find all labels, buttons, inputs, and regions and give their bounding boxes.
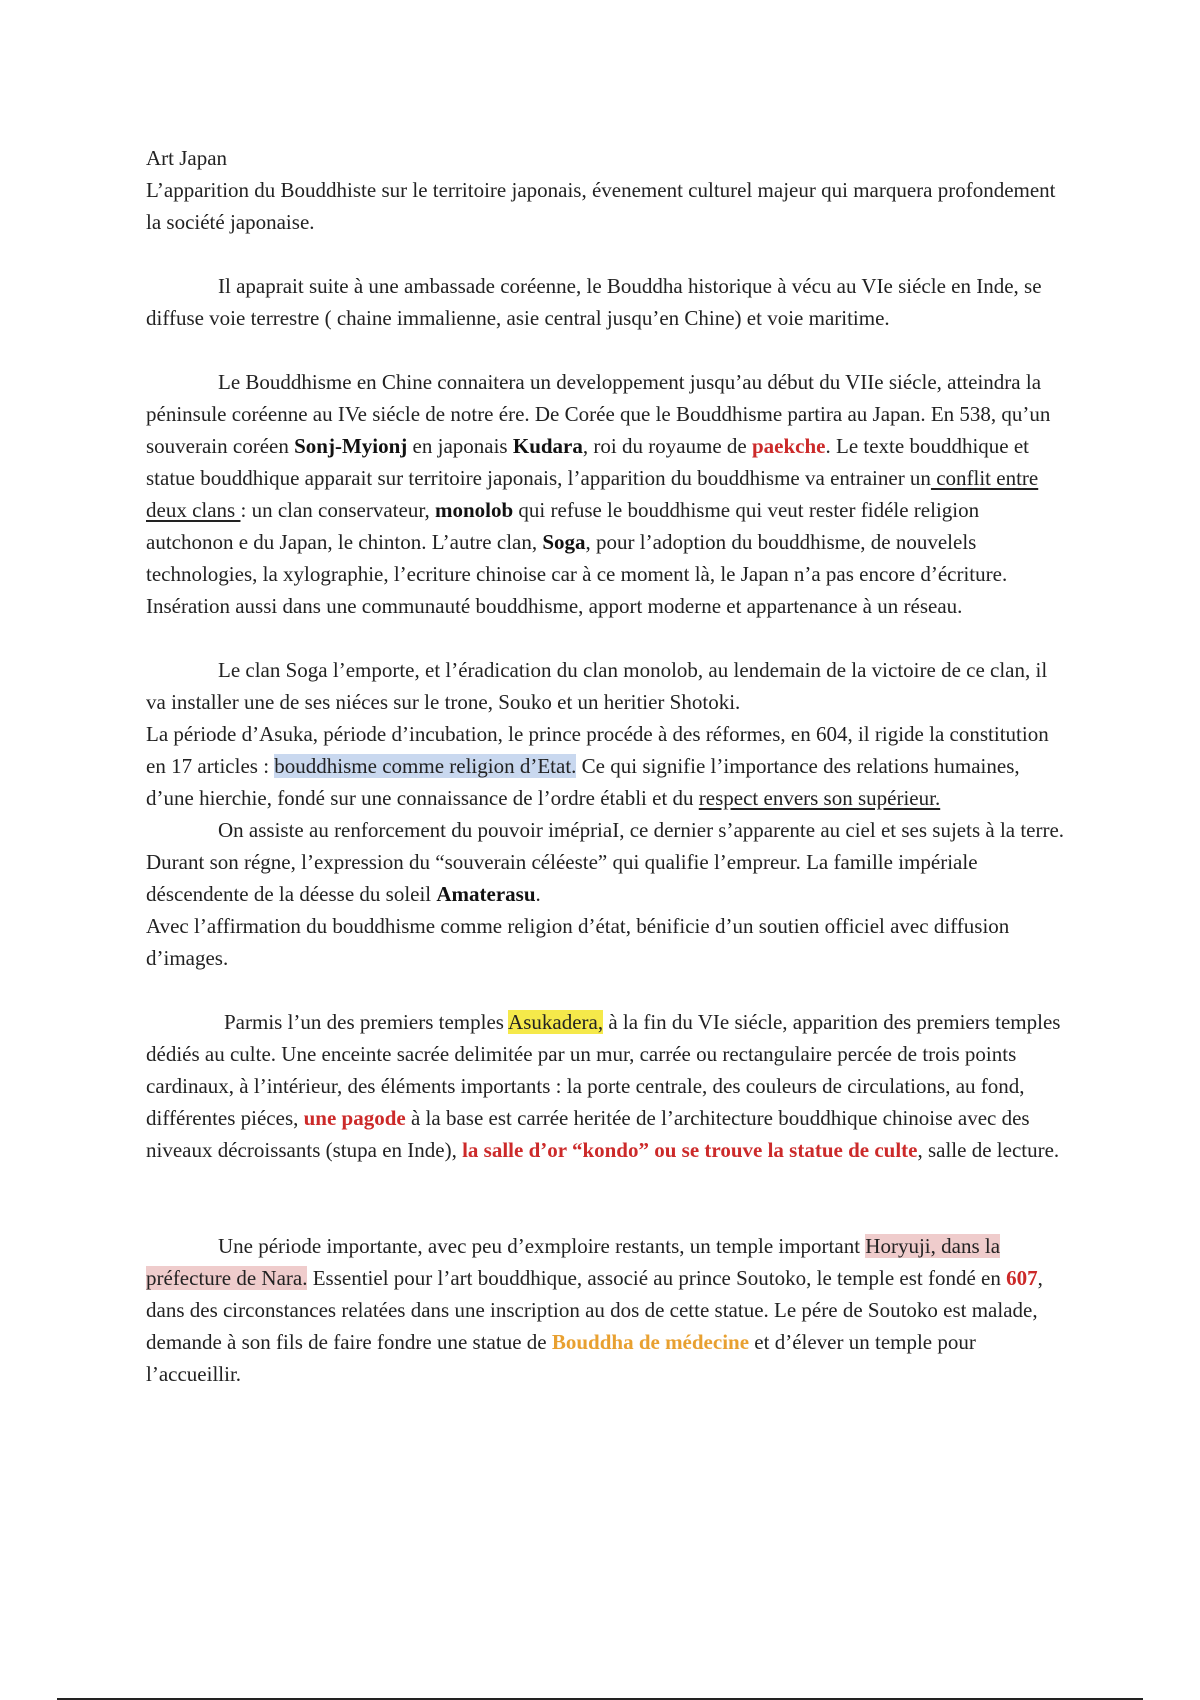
document-title: Art Japan: [146, 146, 228, 170]
text-run: qui refuse le bouddhisme qui veut rester fidéle religion autchonon e du Japan, le chinton. L’autre clan,: [146, 498, 980, 554]
text-run: La période d’Asuka, période d’incubation, le prince procéde à des réformes, en 604, il rigide la constitution en 17 articles :: [146, 722, 1049, 778]
text-run: Une période importante, avec peu d’exmploire restants, un temple important: [218, 1234, 866, 1258]
red-term: une pagode: [303, 1106, 406, 1130]
text-run: et d’élever un temple pour l’accueillir.: [146, 1330, 976, 1386]
text-run: , dans des circonstances relatées dans une inscription au dos de cette statue. Le pére de Soutoko est malade, demande à son fils de faire fondre une statue de: [146, 1266, 1043, 1354]
red-term: la salle d’or “kondo” ou se trouve la statue de culte: [462, 1138, 918, 1162]
text-run: , roi du royaume de: [582, 434, 752, 458]
bold-term: Sonj-Myionj: [294, 434, 408, 458]
text-run: . Le texte bouddhique et statue bouddhique apparait sur territoire japonais, l’apparition du bouddhisme va entrainer un: [146, 434, 1030, 490]
paragraph-origin: Il apaprait suite à une ambassade coréenne, le Bouddha historique à vécu au VIe siécle en Inde, se diffuse voie terrestre ( chaine immalienne, asie central jusqu’en Chine) et voie maritime.: [146, 274, 1042, 330]
bold-term: monolob: [434, 498, 514, 522]
text-run: en japonais: [407, 434, 513, 458]
text-run: Le Bouddhisme en Chine connaitera un developpement jusqu’au début du VIIe siécle, atteindra la péninsule coréenne au IVe siécle de notre ére. De Corée que le Bouddhisme partira au Japan. En 538, qu’un souverain coréen: [146, 370, 1051, 458]
orange-term: Bouddha de médecine: [551, 1330, 750, 1354]
paragraph-imperial: [146, 814, 1066, 910]
text-run: , salle de lecture.: [917, 1138, 1060, 1162]
text-run: On assiste au renforcement du pouvoir imépriaI, ce dernier s’apparente au ciel et ses sujets à la terre. Durant son régne, l’expression du “souverain céléeste” qui qualifie l’empreur. La famille impériale déscendente de la déesse du soleil: [146, 818, 1065, 906]
paragraph-spread: [146, 366, 1066, 622]
bold-term: Soga: [542, 530, 586, 554]
text-run: : un clan conservateur,: [240, 498, 435, 522]
paragraph-soga: Le clan Soga l’emporte, et l’éradication du clan monolob, au lendemain de la victoire de ce clan, il va installer une de ses niéces sur le trone, Souko et un heritier Shotoki.: [146, 658, 1048, 714]
highlighted-phrase: Horyuji, dans la préfecture de Nara.: [146, 1234, 1001, 1290]
paragraph-asuka: [146, 718, 1066, 814]
text-run: .: [535, 882, 541, 906]
text-run: Ce qui signifie l’importance des relations humaines, d’une hierchie, fondé sur une connaissance de l’ordre établi et du: [146, 754, 1020, 810]
document-body: [146, 142, 1066, 1390]
underlined-phrase: conflit entre deux clans: [146, 466, 1039, 522]
paragraph-state-religion: Avec l’affirmation du bouddhisme comme religion d’état, bénificie d’un soutien officiel avec diffusion d’images.: [146, 914, 1010, 970]
text-run: à la fin du VIe siécle, apparition des premiers temples dédiés au culte. Une enceinte sacrée delimitée par un mur, carrée ou rectangulaire percée de trois points cardinaux, à l’intérieur, des éléments importants : la porte centrale, des couleurs de circulations, au fond, différentes piéces,: [146, 1010, 1061, 1130]
intro-paragraph: L’apparition du Bouddhiste sur le territoire japonais, évenement culturel majeur qui marquera profondement la société japonaise.: [146, 178, 1056, 234]
bold-term: Kudara: [512, 434, 583, 458]
text-run: Essentiel pour l’art bouddhique, associé au prince Soutoko, le temple est fondé en: [307, 1266, 1007, 1290]
paragraph-horyuji: [146, 1230, 1066, 1390]
highlighted-phrase: Asukadera,: [508, 1010, 604, 1034]
red-term: paekche: [752, 434, 826, 458]
bold-term: Amaterasu: [436, 882, 536, 906]
red-term: 607: [1006, 1266, 1038, 1290]
paragraph-temples: [146, 1006, 1066, 1166]
underlined-phrase: respect envers son supérieur.: [698, 786, 941, 810]
text-run: à la base est carrée heritée de l’architecture bouddhique chinoise avec des niveaux décroissants (stupa en Inde),: [146, 1106, 1030, 1162]
text-run: , pour l’adoption du bouddhisme, de nouvelels technologies, la xylographie, l’ecriture chinoise car à ce moment là, le Japan n’a pas encore d’écriture. Insération aussi dans une communauté bouddhisme, apport moderne et appartenance à un réseau.: [146, 530, 1008, 618]
highlighted-phrase: bouddhisme comme religion d’Etat.: [274, 754, 577, 778]
text-run: Parmis l’un des premiers temples: [224, 1010, 509, 1034]
